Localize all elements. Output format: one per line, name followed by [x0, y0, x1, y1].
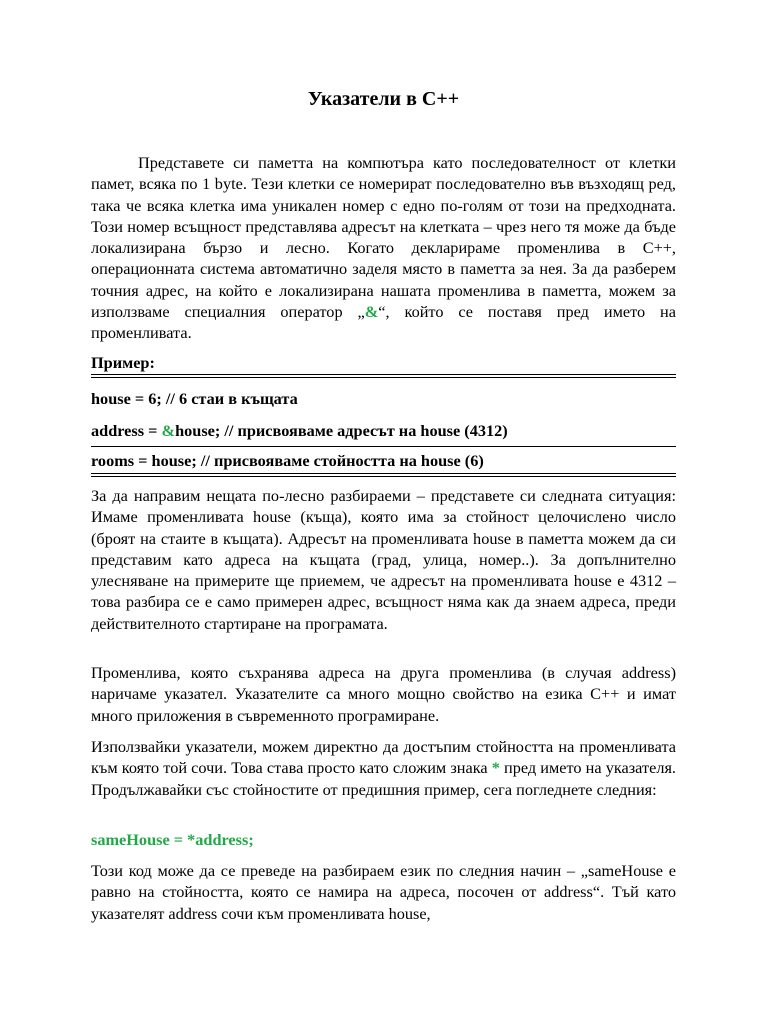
- dereference-operator: *: [491, 758, 500, 778]
- paragraph-4-before: Използвайки указатели, можем директно да достъпим стойността на променливата към която той сочи. Това става просто като сложим знака: [91, 737, 676, 778]
- example-line-1: house = 6; // 6 стаи в къщата: [91, 389, 298, 408]
- double-rule-top: [91, 374, 676, 378]
- code-example-2: sameHouse = *address;: [91, 830, 254, 849]
- paragraph-2: [91, 485, 676, 634]
- paragraph-2-text: За да направим нещата по-лесно разбираеми – представете си следната ситуация: Имаме променливата house (къща), която има за стойност целочислено число (броят на стаите в къщата). Адресът на променливата house в паметта можем да си представим като адреса на къщата (град, улица, номер..). За допълнително улесняване на примерите ще приемем, че адресът на променливата house е 4312 – това разбира се е само примерен адрес, всъщност няма как да знаем адреса, преди действителното стартиране на програмата.: [91, 486, 676, 633]
- example-line-2-amp: &: [161, 421, 176, 440]
- intro-text-after: “, който се поставя пред името на променливата.: [91, 302, 676, 343]
- intro-text-before: Представете си паметта на компютъра като последователност от клетки памет, всяка по 1 byte. Тези клетки се номерират последователно във възходящ ред, така че всяка клетка има уникален номер с едно по-голям от този на предходната. Този номер всъщност представлява адресът на клетката – чрез него тя може да бъде локализирана бързо и лесно. Когато декларираме променлива в C++, операционната система автоматично заделя място в паметта за нея. За да разберем точния адрес, на който е локализирана нашата променлива в паметта, можем за използваме специалния оператор „: [91, 153, 676, 322]
- example-line-2-post: house; // присвояваме адресът на house (4312): [175, 421, 508, 440]
- paragraph-3-text: Променлива, която съхранява адреса на друга променлива (в случая address) наричаме указател. Указателите са много мощно свойство на езика C++ и имат много приложения в съвременното програмиране.: [91, 663, 676, 725]
- page-title: Указатели в C++: [307, 88, 460, 110]
- example-heading: Пример:: [91, 353, 155, 372]
- paragraph-4-after: пред името на указателя. Продължавайки със стойностите от предишния пример, сега погледнете следния:: [91, 758, 677, 799]
- paragraph-5: [91, 860, 676, 924]
- paragraph-3: [91, 662, 676, 726]
- example-line-2: [91, 420, 676, 441]
- address-operator: &: [364, 302, 379, 322]
- paragraph-4: [91, 736, 676, 800]
- example-line-2-pre: address =: [91, 421, 162, 440]
- paragraph-5-text: Този код може да се преведе на разбираем език по следния начин – „sameHouse е равно на стойността, която се намира на адреса, посочен от address“. Тъй като указателят address сочи към променливата house,: [91, 861, 676, 923]
- single-rule: [91, 446, 676, 447]
- double-rule-bottom: [91, 473, 676, 477]
- intro-paragraph: [91, 152, 676, 344]
- example-line-3: rooms = house; // присвояваме стойността на house (6): [91, 451, 484, 470]
